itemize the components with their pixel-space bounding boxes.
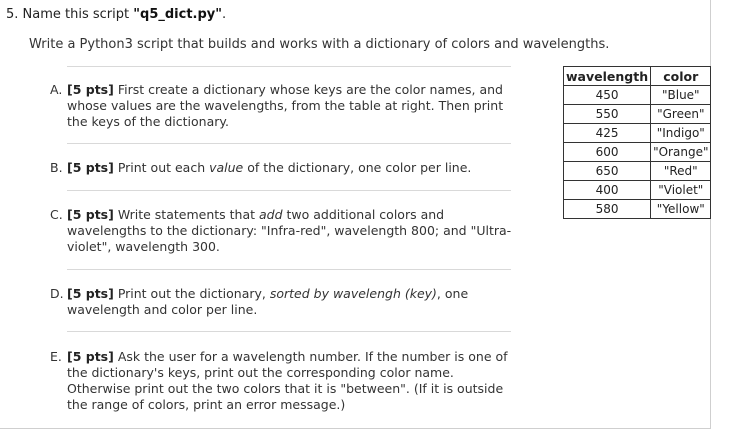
part-e (50, 349, 520, 413)
table-row (564, 124, 711, 143)
part-text: two additional colors and wavelengths to the dictionary: "Infra-red", wavelength 800; and "Ultra-violet", wavelength 300. (67, 207, 512, 254)
part-a (50, 82, 520, 130)
wavelength-cell: 600 (564, 143, 651, 162)
part-label: D. (50, 286, 64, 301)
color-cell: "Indigo" (651, 124, 711, 143)
part-emphasis: add (259, 207, 283, 222)
part-c (50, 207, 520, 255)
wavelength-cell: 425 (564, 124, 651, 143)
part-body (67, 207, 520, 255)
points-label: [5 pts] (67, 349, 114, 364)
part-label: B. (50, 160, 63, 175)
table-row (564, 86, 711, 105)
question-title-suffix: . (222, 7, 227, 22)
part-d (50, 286, 520, 318)
table-row (564, 143, 711, 162)
divider (67, 331, 511, 332)
color-cell: "Green" (651, 105, 711, 124)
part-label: A. (50, 82, 63, 97)
table-row (564, 105, 711, 124)
part-label: C. (50, 207, 63, 222)
wavelength-cell: 450 (564, 86, 651, 105)
column-header-wavelength: wavelength (564, 67, 651, 86)
wavelength-cell: 550 (564, 105, 651, 124)
part-emphasis: value (209, 160, 244, 175)
part-text: First create a dictionary whose keys are the color names, and whose values are the wavelengths, from the table at right. Then print the keys of the dictionary. (67, 82, 504, 129)
divider (67, 66, 511, 67)
part-body (67, 349, 520, 413)
part-b (50, 160, 520, 176)
part-text: Ask the user for a wavelength number. If the number is one of the dictionary's keys, print out the corresponding color name. Otherwise print out the two colors that it is "between". (If it is outside the range of colors, print an error message.) (67, 349, 508, 412)
color-cell: "Blue" (651, 86, 711, 105)
column-header-color: color (651, 67, 711, 86)
part-text: Print out the dictionary, (113, 286, 270, 301)
wavelength-cell: 650 (564, 162, 651, 181)
script-filename: "q5_dict.py" (133, 7, 223, 22)
color-cell: "Orange" (651, 143, 711, 162)
question-number-prefix: 5. Name this script (6, 7, 134, 22)
part-body (67, 160, 520, 176)
points-label: [5 pts] (67, 286, 114, 301)
table-row (564, 200, 711, 219)
question-intro: Write a Python3 script that builds and works with a dictionary of colors and wavelengths. (29, 37, 610, 52)
points-label: [5 pts] (67, 82, 114, 97)
question-title (6, 7, 226, 22)
divider (67, 143, 511, 144)
points-label: [5 pts] (67, 160, 114, 175)
part-text: of the dictionary, one color per line. (243, 160, 472, 175)
wavelength-cell: 580 (564, 200, 651, 219)
part-text: , one wavelength and color per line. (67, 286, 469, 317)
part-label: E. (50, 349, 62, 364)
table-row (564, 181, 711, 200)
color-cell: "Red" (651, 162, 711, 181)
points-label: [5 pts] (67, 207, 114, 222)
color-cell: "Violet" (651, 181, 711, 200)
part-text: Write statements that (113, 207, 259, 222)
part-body (67, 286, 520, 318)
divider (67, 190, 511, 191)
divider (67, 269, 511, 270)
part-text: Print out each (113, 160, 210, 175)
part-body (67, 82, 520, 130)
table-row (564, 162, 711, 181)
wavelength-color-table (563, 66, 711, 219)
part-emphasis: sorted by wavelengh (key) (269, 286, 437, 301)
wavelength-cell: 400 (564, 181, 651, 200)
table-header-row (564, 67, 711, 86)
color-cell: "Yellow" (651, 200, 711, 219)
